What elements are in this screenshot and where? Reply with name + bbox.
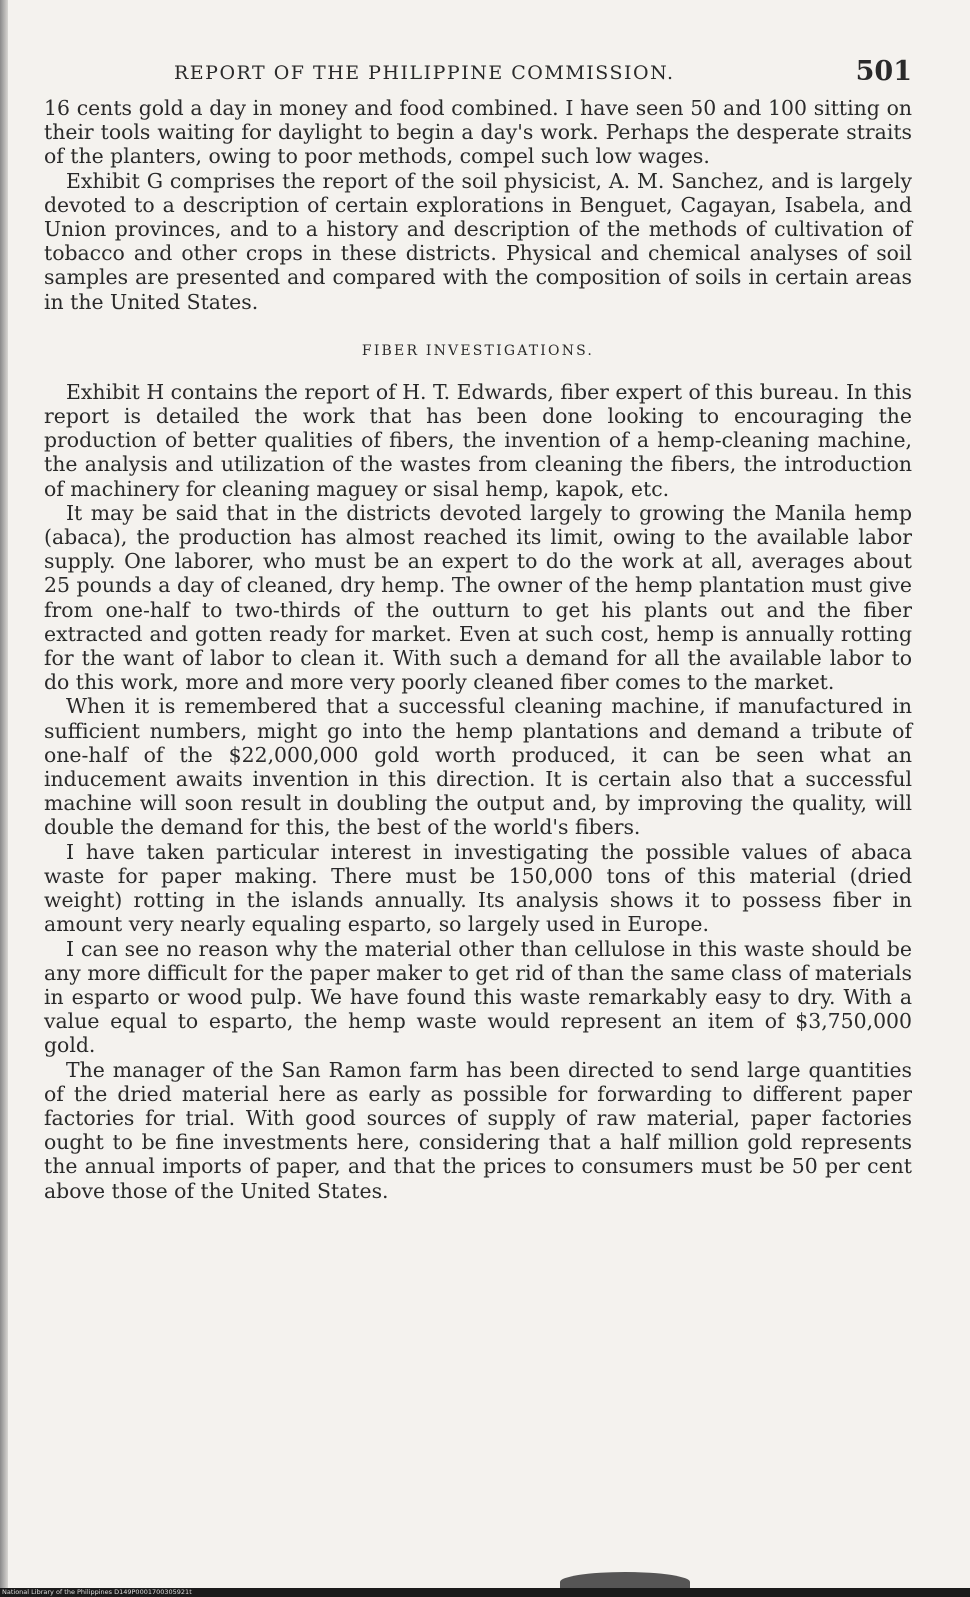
- paragraph-exhibit-h: Exhibit H contains the report of H. T. Edwards, fiber expert of this bureau. In this report is detailed the work that has been done looking to encouraging the production of better qualities of fibers, the invention of a hemp-cleaning machine, the analysis and utilization of the wastes from cleaning the fibers, the introduction of machinery for cleaning maguey or sisal hemp, kapok, etc.: [44, 379, 912, 501]
- page-number: 501: [855, 56, 912, 87]
- paragraph-cellulose: I can see no reason why the material other than cellulose in this waste should be any more difficult for the paper maker to get rid of than the same class of materials in esparto or wood pulp. We have found this waste remarkably easy to dry. With a value equal to esparto, the hemp waste would represent an item of $3,750,000 gold.: [44, 936, 912, 1058]
- paragraph-manila-hemp: It may be said that in the districts devoted largely to growing the Manila hemp (abaca), the production has almost reached its limit, owing to the available labor supply. One laborer, who must be an expert to do the work at all, averages about 25 pounds a day of cleaned, dry hemp. The owner of the hemp plantation must give from one-half to two-thirds of the outturn to get his plants out and the fiber extracted and gotten ready for market. Even at such cost, hemp is annually rotting for the want of labor to clean it. With such a demand for all the available labor to do this work, more and more very poorly cleaned fiber comes to the market.: [44, 500, 912, 695]
- paragraph-cleaning-machine: When it is remembered that a successful cleaning machine, if manufactured in sufficient numbers, might go into the hemp plantations and demand a tribute of one-half of the $22,000,000 gold worth produced, it can be seen what an inducement awaits invention in this direction. It is certain also that a successful machine will soon result in doubling the output and, by improving the quality, will double the demand for this, the best of the world's fibers.: [44, 694, 912, 840]
- scan-edge-shadow: [0, 0, 8, 1597]
- footer-credit: National Library of the Philippines D149P0001700305921t: [2, 1588, 192, 1596]
- section-heading: FIBER INVESTIGATIONS.: [361, 342, 595, 359]
- paragraph-abaca-waste: I have taken particular interest in investigating the possible values of abaca waste for paper making. There must be 150,000 tons of this material (dried weight) rotting in the islands annually. Its analysis shows it to possess fiber in amount very nearly equaling esparto, so largely used in Europe.: [44, 839, 912, 937]
- paragraph-continued: 16 cents gold a day in money and food combined. I have seen 50 and 100 sitting on their tools waiting for daylight to begin a day's work. Perhaps the desperate straits of the planters, owing to poor methods, compel such low wages.: [44, 96, 912, 169]
- body-text: [44, 96, 912, 1203]
- page-header: [44, 56, 912, 96]
- document-page: [44, 56, 912, 1203]
- paragraph-san-ramon: The manager of the San Ramon farm has been directed to send large quantities of the dried material here as early as possible for forwarding to different paper factories for trial. With good sources of supply of raw material, paper factories ought to be fine investments here, considering that a half million gold represents the annual imports of paper, and that the prices to consumers must be 50 per cent above those of the United States.: [44, 1057, 912, 1203]
- running-head: REPORT OF THE PHILIPPINE COMMISSION.: [174, 62, 675, 84]
- paragraph-exhibit-g: Exhibit G comprises the report of the soil physicist, A. M. Sanchez, and is largely devoted to a description of certain explorations in Benguet, Cagayan, Isabela, and Union provinces, and to a history and description of the methods of cultivation of tobacco and other crops in these districts. Physical and chemical analyses of soil samples are presented and compared with the composition of soils in certain areas in the United States.: [44, 168, 912, 314]
